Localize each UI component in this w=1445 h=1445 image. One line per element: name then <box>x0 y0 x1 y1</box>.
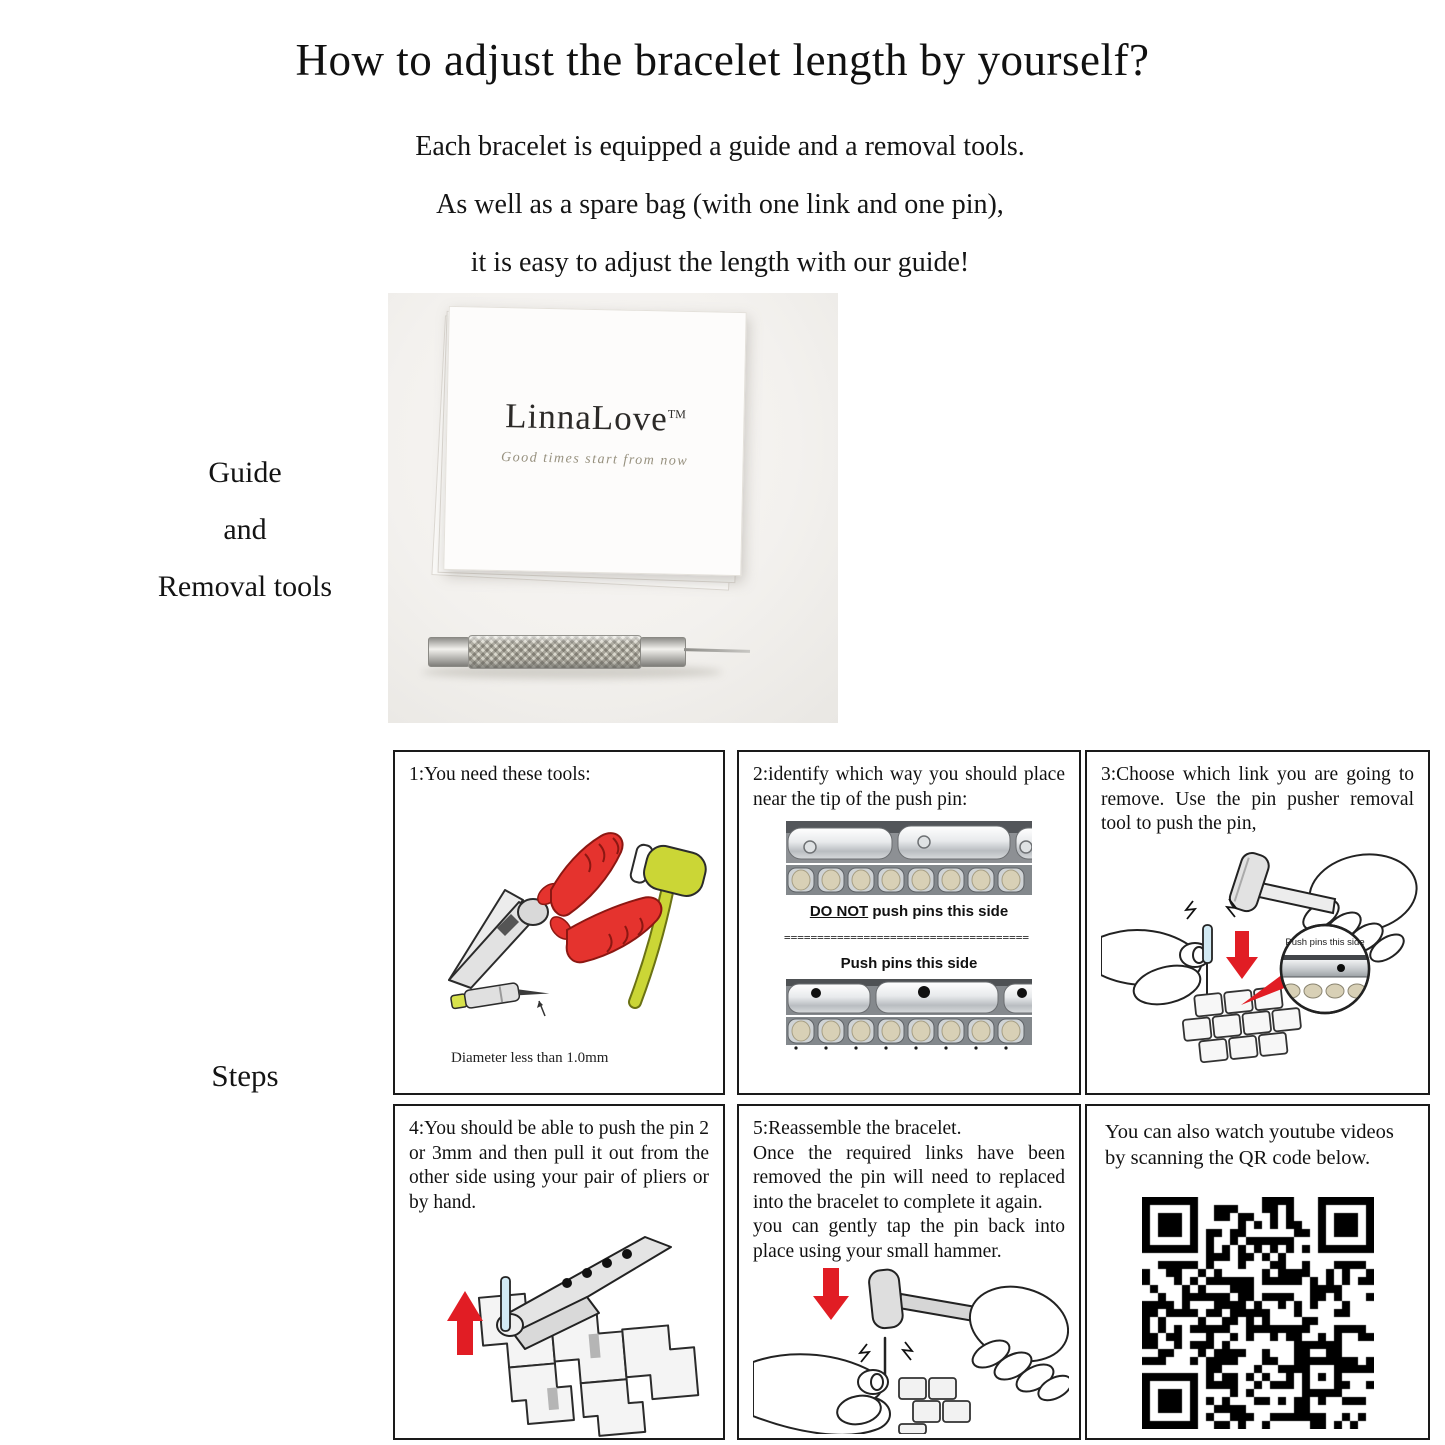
tool-end-cap <box>428 637 470 667</box>
bracelet-pin-hole-side-photo <box>786 979 1032 1015</box>
brand-tagline: Good times start from now <box>500 450 689 469</box>
step-4-heading: 4:You should be able to push the pin 2 or 3mm and then pull it out from the other side using your pair of pliers or by hand. <box>409 1118 709 1213</box>
do-not-push-label: DO NOT push pins this side <box>809 903 1009 920</box>
qr-panel-heading: You can also watch youtube videos by scanning the QR code below. <box>1105 1121 1394 1169</box>
guide-tools-photo <box>388 293 838 723</box>
bracelet-links-photo <box>786 865 1032 895</box>
subtitle-line-3: it is easy to adjust the length with our guide! <box>470 247 970 278</box>
step-2-panel <box>737 750 1081 1095</box>
bracelet-links-with-pins-photo <box>786 1017 1032 1051</box>
brand-logo: LinnaLove™ <box>504 396 687 439</box>
trademark-symbol: TM <box>667 406 687 422</box>
tap-pin-back-illustration <box>753 1266 1069 1434</box>
steps-section-label: Steps <box>211 1058 279 1093</box>
guide-section-label: Guide and Removal tools <box>157 456 333 603</box>
tool-knurled-grip <box>468 635 642 669</box>
qr-panel <box>1085 1104 1430 1440</box>
subtitle-line-2: As well as a spare bag (with one link and one pin), <box>436 189 1004 220</box>
step-3-heading: 3:Choose which link you are going to remove. Use the pin pusher removal tool to push the pin, <box>1101 764 1414 834</box>
pull-pin-with-pliers-illustration <box>409 1221 713 1443</box>
step-4-panel <box>393 1104 725 1440</box>
qr-code <box>1142 1197 1374 1429</box>
step-1-panel <box>393 750 725 1095</box>
page-title: How to adjust the bracelet length by yourself? <box>295 35 1150 85</box>
step-3-panel <box>1085 750 1430 1095</box>
step-2-heading: 2:identify which way you should place near the tip of the push pin: <box>753 764 1065 810</box>
subtitle-line-1: Each bracelet is equipped a guide and a removal tools. <box>415 131 1025 162</box>
step-5-heading: 5:Reassemble the bracelet. Once the required links have been removed the pin will need to replaced into the bracelet to complete it again. you can gently tap the pin back into place using your small hammer. <box>753 1118 1065 1262</box>
pin-diameter-caption: Diameter less than 1.0mm <box>451 1050 609 1066</box>
guide-booklet <box>443 306 746 576</box>
section-divider: ===================================== <box>784 931 1030 944</box>
tool-end-cap <box>640 637 686 667</box>
step-5-panel <box>737 1104 1081 1440</box>
subtitle <box>0 118 1440 292</box>
push-pins-label: Push pins this side <box>840 955 978 972</box>
pliers-hammer-illustration <box>409 788 713 1030</box>
magnifier-push-pins-label: Push pins this side <box>1285 936 1365 948</box>
step-1-heading: 1:You need these tools: <box>409 764 591 785</box>
push-pin-with-hammer-illustration <box>1101 841 1418 1079</box>
bracelet-outer-side-photo <box>786 821 1032 863</box>
pin-pusher-tool <box>428 635 690 667</box>
tool-needle <box>684 648 750 653</box>
